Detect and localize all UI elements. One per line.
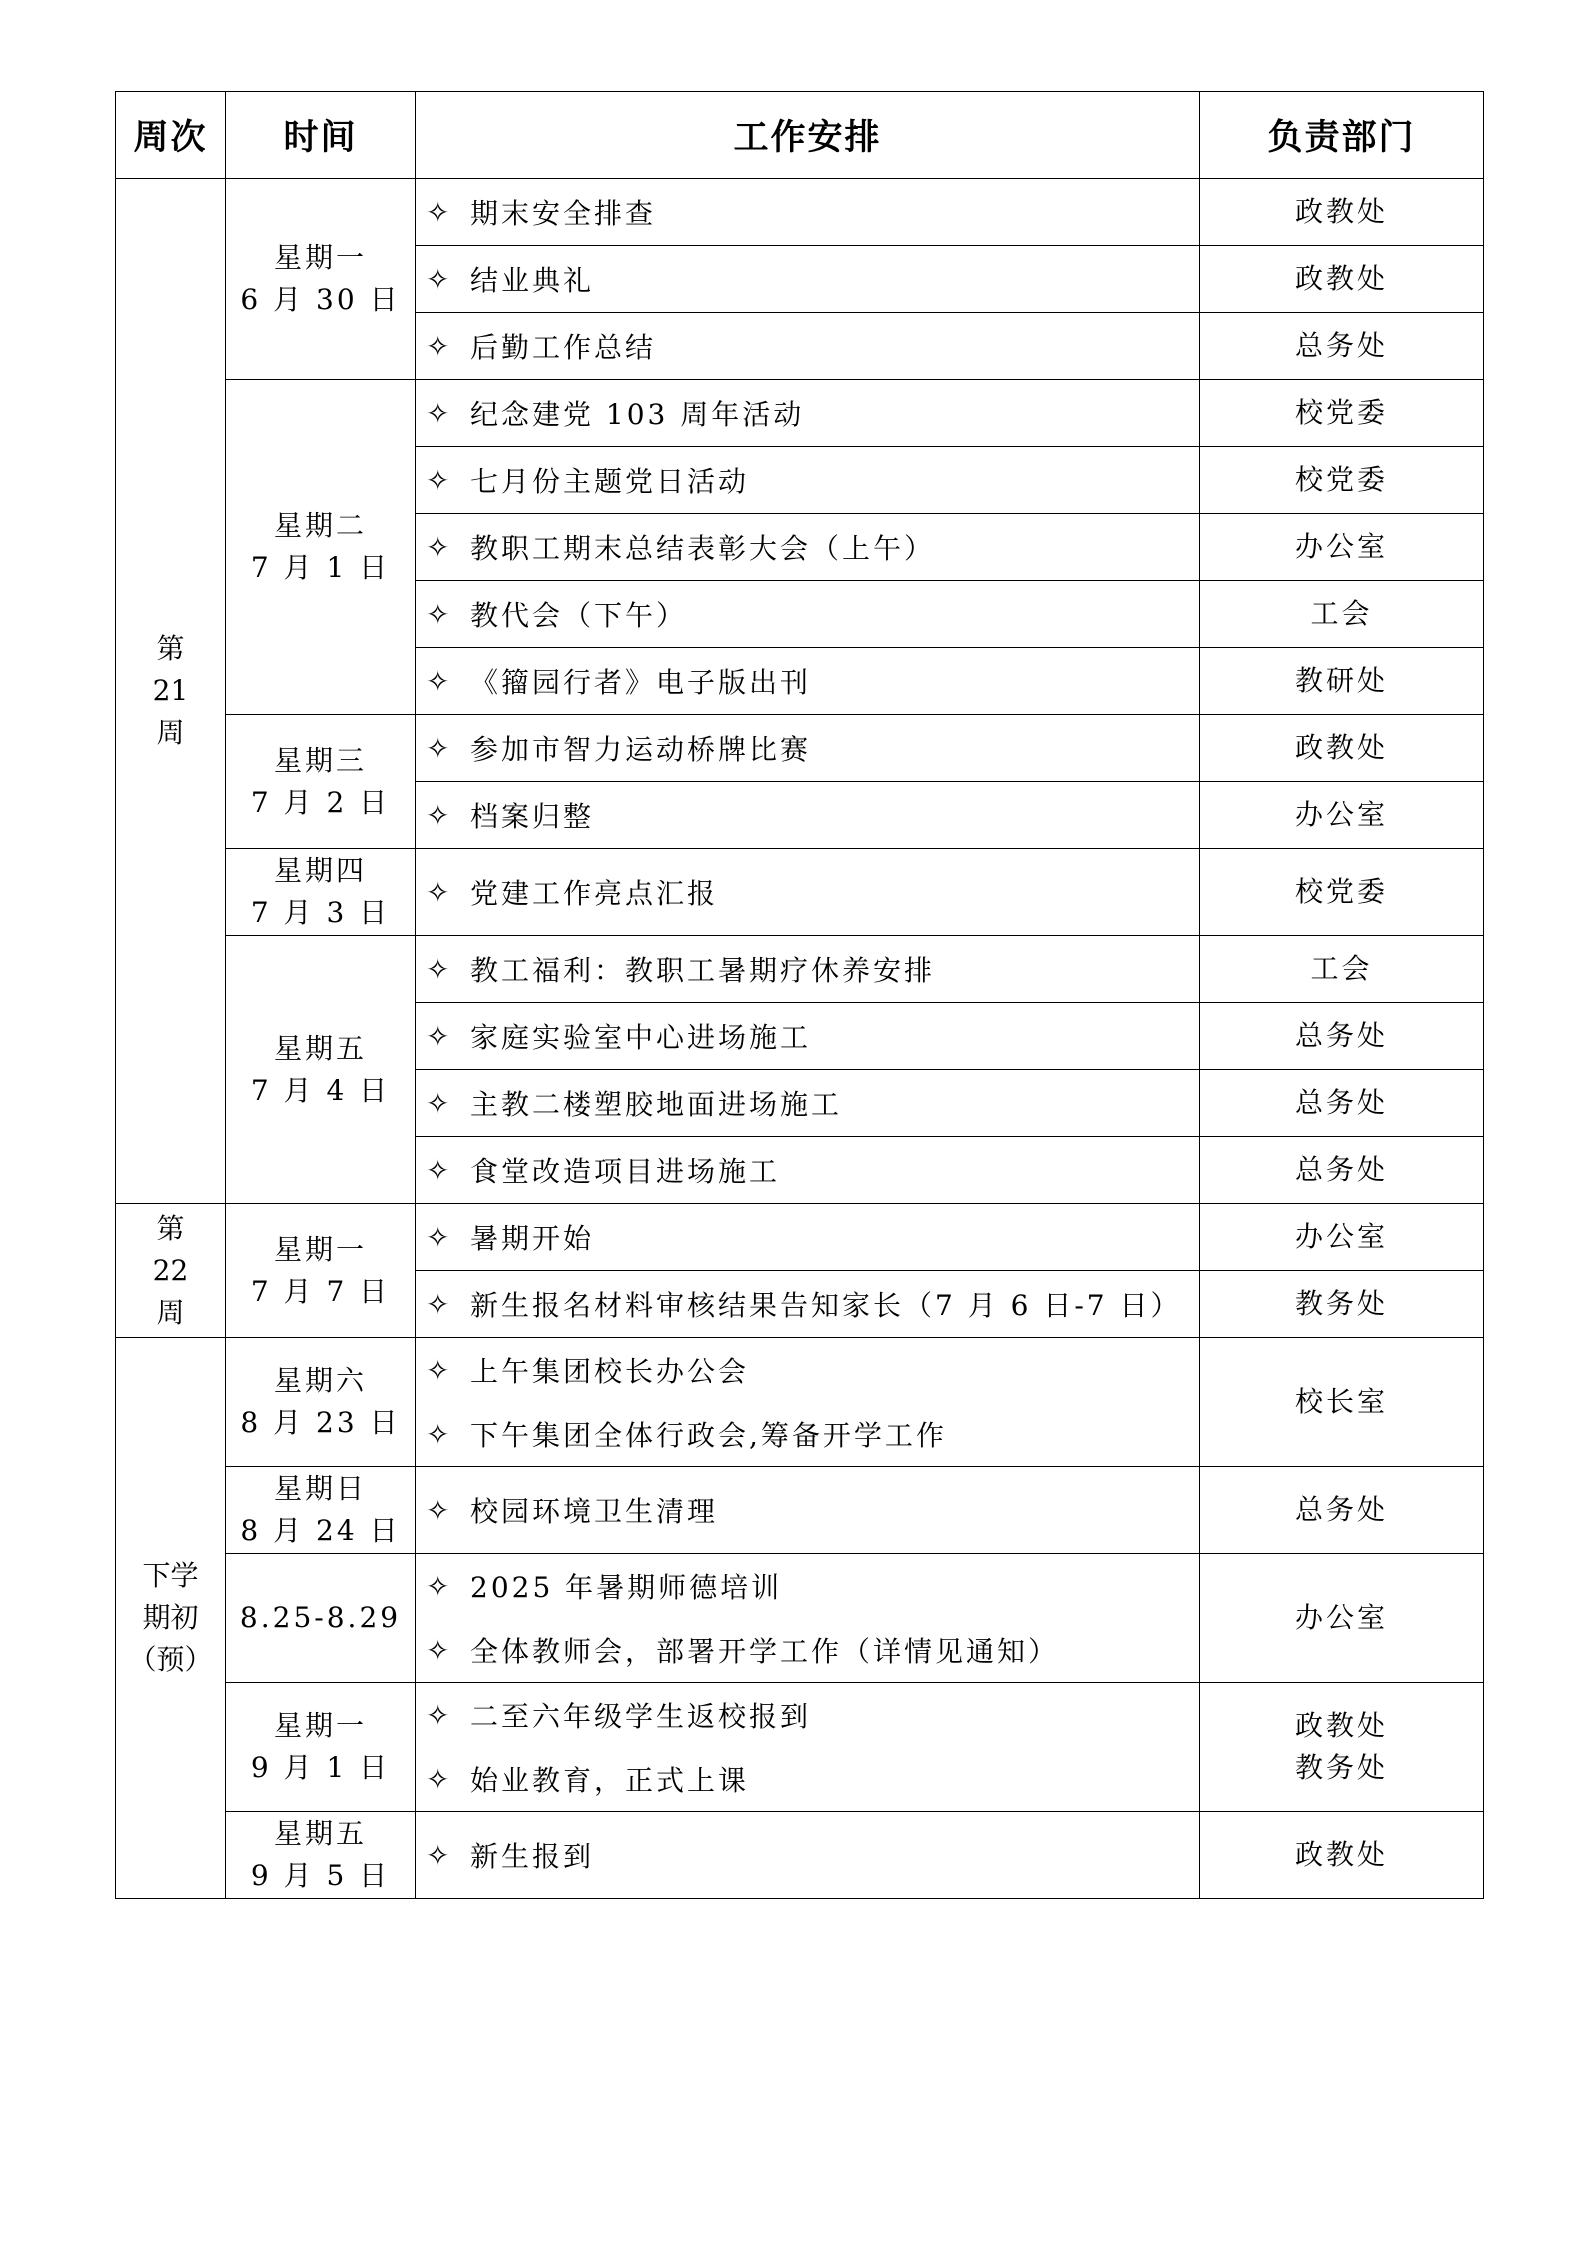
task-text: 《籀园行者》电子版出刊: [470, 666, 812, 699]
dept-cell: 校党委: [1200, 447, 1484, 514]
diamond-bullet-icon: ✧: [426, 952, 453, 986]
task-item: [426, 179, 1199, 245]
task-cell: [416, 581, 1200, 648]
task-cell: [416, 1070, 1200, 1137]
diamond-bullet-icon: ✧: [426, 463, 453, 497]
task-item: [426, 1618, 1199, 1682]
task-item: [426, 1683, 1199, 1747]
header-task: 工作安排: [416, 92, 1200, 179]
dept-cell: 教研处: [1200, 648, 1484, 715]
header-time: 时间: [226, 92, 416, 179]
task-text: 新生报名材料审核结果告知家长（7 月 6 日-7 日）: [470, 1289, 1182, 1322]
task-item: [426, 1137, 1199, 1203]
diamond-bullet-icon: ✧: [426, 1353, 453, 1387]
task-text: 教代会（下午）: [470, 599, 688, 632]
dept-cell: 校党委: [1200, 380, 1484, 447]
task-text: 结业典礼: [470, 264, 595, 297]
diamond-bullet-icon: ✧: [426, 731, 453, 765]
diamond-bullet-icon: ✧: [426, 1153, 453, 1187]
diamond-bullet-icon: ✧: [426, 1086, 453, 1120]
dept-cell: 政教处: [1200, 246, 1484, 313]
task-item: [426, 849, 1199, 935]
task-cell: [416, 514, 1200, 581]
task-text: 教职工期末总结表彰大会（上午）: [470, 532, 936, 565]
diamond-bullet-icon: ✧: [426, 1493, 453, 1527]
time-cell: 星期一 9 月 1 日: [226, 1683, 416, 1812]
task-cell: [416, 1554, 1200, 1683]
diamond-bullet-icon: ✧: [426, 1698, 453, 1732]
diamond-bullet-icon: ✧: [426, 1019, 453, 1053]
task-cell: [416, 1003, 1200, 1070]
diamond-bullet-icon: ✧: [426, 329, 453, 363]
header-dept: 负责部门: [1200, 92, 1484, 179]
task-text: 下午集团全体行政会,筹备开学工作: [470, 1419, 947, 1452]
diamond-bullet-icon: ✧: [426, 262, 453, 296]
time-cell: 星期一 7 月 7 日: [226, 1204, 416, 1338]
time-cell: 星期六 8 月 23 日: [226, 1338, 416, 1467]
task-cell: [416, 1338, 1200, 1467]
task-cell: [416, 447, 1200, 514]
dept-cell: 政教处: [1200, 1812, 1484, 1899]
diamond-bullet-icon: ✧: [426, 1762, 453, 1796]
week-cell: 下学 期初 （预）: [116, 1338, 226, 1899]
time-cell: 星期五 9 月 5 日: [226, 1812, 416, 1899]
task-text: 教工福利：教职工暑期疗休养安排: [470, 954, 936, 987]
table-row: [116, 1812, 1484, 1899]
diamond-bullet-icon: ✧: [426, 1287, 453, 1321]
task-text: 校园环境卫生清理: [470, 1495, 719, 1528]
dept-cell: 校党委: [1200, 849, 1484, 936]
task-text: 新生报到: [470, 1840, 595, 1873]
task-item: [426, 936, 1199, 1002]
task-text: 党建工作亮点汇报: [470, 877, 719, 910]
task-cell: [416, 782, 1200, 849]
diamond-bullet-icon: ✧: [426, 1633, 453, 1667]
schedule-body: [116, 179, 1484, 1899]
task-cell: [416, 936, 1200, 1003]
diamond-bullet-icon: ✧: [426, 875, 453, 909]
dept-cell: 办公室: [1200, 782, 1484, 849]
table-row: [116, 936, 1484, 1003]
task-text: 七月份主题党日活动: [470, 465, 750, 498]
dept-cell: 教务处: [1200, 1271, 1484, 1338]
task-cell: [416, 648, 1200, 715]
dept-cell: 办公室: [1200, 1554, 1484, 1683]
task-text: 上午集团校长办公会: [470, 1355, 750, 1388]
task-item: [426, 1204, 1199, 1270]
table-row: [116, 715, 1484, 782]
task-cell: [416, 1467, 1200, 1554]
task-text: 2025 年暑期师德培训: [470, 1571, 783, 1604]
task-cell: [416, 380, 1200, 447]
table-row: [116, 1467, 1484, 1554]
dept-cell: 办公室: [1200, 1204, 1484, 1271]
dept-cell: 工会: [1200, 581, 1484, 648]
week-cell: 第 22 周: [116, 1204, 226, 1338]
dept-cell: 办公室: [1200, 514, 1484, 581]
task-text: 参加市智力运动桥牌比赛: [470, 733, 812, 766]
task-item: [426, 1467, 1199, 1553]
schedule-sheet: [115, 91, 1483, 1899]
task-cell: [416, 1137, 1200, 1204]
diamond-bullet-icon: ✧: [426, 798, 453, 832]
task-text: 食堂改造项目进场施工: [470, 1155, 781, 1188]
dept-cell: 工会: [1200, 936, 1484, 1003]
task-item: [426, 1812, 1199, 1898]
task-cell: [416, 1812, 1200, 1899]
task-item: [426, 1070, 1199, 1136]
table-row: [116, 1204, 1484, 1271]
dept-cell: 总务处: [1200, 1467, 1484, 1554]
time-cell: 星期日 8 月 24 日: [226, 1467, 416, 1554]
dept-cell: 总务处: [1200, 1137, 1484, 1204]
table-row: [116, 380, 1484, 447]
diamond-bullet-icon: ✧: [426, 1569, 453, 1603]
task-item: [426, 782, 1199, 848]
task-item: [426, 581, 1199, 647]
time-cell: 星期五 7 月 4 日: [226, 936, 416, 1204]
dept-cell: 总务处: [1200, 1070, 1484, 1137]
task-text: 家庭实验室中心进场施工: [470, 1021, 812, 1054]
time-cell: 星期四 7 月 3 日: [226, 849, 416, 936]
task-item: [426, 246, 1199, 312]
diamond-bullet-icon: ✧: [426, 1220, 453, 1254]
task-cell: [416, 849, 1200, 936]
time-cell: 星期三 7 月 2 日: [226, 715, 416, 849]
dept-cell: 政教处 教务处: [1200, 1683, 1484, 1812]
task-text: 档案归整: [470, 800, 595, 833]
diamond-bullet-icon: ✧: [426, 1838, 453, 1872]
task-text: 始业教育，正式上课: [470, 1764, 750, 1797]
task-item: [426, 514, 1199, 580]
table-row: [116, 1338, 1484, 1467]
time-cell: 星期二 7 月 1 日: [226, 380, 416, 715]
week-cell: 第 21 周: [116, 179, 226, 1204]
table-row: [116, 1554, 1484, 1683]
task-cell: [416, 1271, 1200, 1338]
diamond-bullet-icon: ✧: [426, 396, 453, 430]
dept-cell: 总务处: [1200, 1003, 1484, 1070]
diamond-bullet-icon: ✧: [426, 195, 453, 229]
task-cell: [416, 179, 1200, 246]
dept-cell: 政教处: [1200, 715, 1484, 782]
task-item: [426, 1271, 1199, 1337]
task-text: 纪念建党 103 周年活动: [470, 398, 805, 431]
time-cell: 星期一 6 月 30 日: [226, 179, 416, 380]
task-item: [426, 380, 1199, 446]
dept-cell: 总务处: [1200, 313, 1484, 380]
task-text: 期末安全排查: [470, 197, 657, 230]
task-cell: [416, 246, 1200, 313]
task-item: [426, 1747, 1199, 1811]
task-item: [426, 1554, 1199, 1618]
header-week: 周次: [116, 92, 226, 179]
task-cell: [416, 313, 1200, 380]
task-text: 暑期开始: [470, 1222, 595, 1255]
task-text: 后勤工作总结: [470, 331, 657, 364]
task-item: [426, 1402, 1199, 1466]
diamond-bullet-icon: ✧: [426, 1417, 453, 1451]
task-item: [426, 313, 1199, 379]
dept-cell: 政教处: [1200, 179, 1484, 246]
task-text: 主教二楼塑胶地面进场施工: [470, 1088, 843, 1121]
task-item: [426, 648, 1199, 714]
task-text: 全体教师会，部署开学工作（详情见通知）: [470, 1635, 1060, 1668]
task-text: 二至六年级学生返校报到: [470, 1700, 812, 1733]
task-item: [426, 1003, 1199, 1069]
diamond-bullet-icon: ✧: [426, 597, 453, 631]
table-row: [116, 849, 1484, 936]
task-cell: [416, 1683, 1200, 1812]
task-item: [426, 447, 1199, 513]
task-item: [426, 1338, 1199, 1402]
schedule-table: [115, 91, 1484, 1899]
task-cell: [416, 1204, 1200, 1271]
table-row: [116, 179, 1484, 246]
table-row: [116, 1683, 1484, 1812]
header-row: [116, 92, 1484, 179]
dept-cell: 校长室: [1200, 1338, 1484, 1467]
time-cell: 8.25-8.29: [226, 1554, 416, 1683]
diamond-bullet-icon: ✧: [426, 530, 453, 564]
task-cell: [416, 715, 1200, 782]
diamond-bullet-icon: ✧: [426, 664, 453, 698]
task-item: [426, 715, 1199, 781]
